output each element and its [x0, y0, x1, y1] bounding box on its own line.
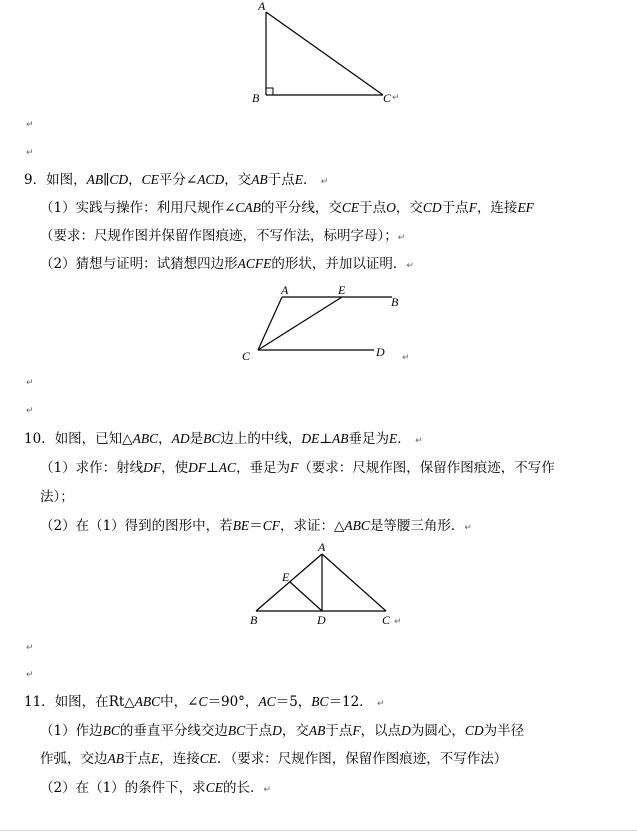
paragraph-mark: ↵ [26, 406, 34, 416]
q11-part1-line1: （1）作边BC的垂直平分线交边BC于点D，交AB于点F，以点D为圆心，CD为半径 [40, 723, 525, 739]
paragraph-mark: ↵ [402, 353, 410, 363]
q11-part2: （2）在（1）的条件下，求CE的长．↵ [40, 780, 271, 796]
label-a: A [281, 283, 289, 297]
figure-q10 [0, 540, 637, 635]
label-b: B [250, 613, 258, 627]
right-angle-mark [266, 88, 273, 95]
q9-part1-line1: （1）实践与操作：利用尺规作∠CAB的平分线，交CE于点O，交CD于点F，连接EF [40, 200, 534, 216]
label-c: C [383, 91, 392, 105]
page-divider [0, 830, 637, 831]
paragraph-mark: ↵ [26, 378, 34, 388]
label-c: C [382, 613, 391, 627]
q10-part1-line1: （1）求作：射线DF，使DF⊥AC，垂足为F（要求：尺规作图，保留作图痕迹，不写作 [40, 460, 555, 476]
label-e: E [338, 283, 346, 297]
label-e: E [282, 570, 290, 584]
label-b: B [252, 91, 260, 105]
q11-part1-line2: 作弧，交边AB于点E，连接CE．（要求：尺规作图，保留作图痕迹，不写作法） [40, 751, 508, 767]
q10-part1-line2: 法）； [40, 489, 74, 505]
segment-de [290, 582, 322, 611]
segment-ac [322, 554, 386, 611]
label-a: A [258, 0, 266, 13]
paragraph-mark: ↵ [26, 643, 34, 653]
label-b: B [391, 295, 399, 309]
paragraph-mark: ↵ [394, 617, 402, 627]
q9-part1-line2: （要求：尺规作图并保留作图痕迹，不写作法，标明字母）；↵ [40, 228, 406, 244]
label-d: D [317, 613, 326, 627]
label-d: D [376, 345, 385, 359]
label-a: A [318, 540, 326, 554]
paragraph-mark: ↵ [26, 670, 34, 680]
q11-intro: 11．如图，在Rt△ABC中，∠C＝90°，AC＝5，BC＝12． ↵ [24, 694, 385, 710]
segment-ac [266, 12, 383, 95]
figure-right-triangle [0, 0, 637, 110]
q9-intro: 9．如图，AB∥CD，CE平分∠ACD，交AB于点E． ↵ [24, 172, 329, 188]
q9-part2: （2）猜想与证明：试猜想四边形ACFE的形状，并加以证明．↵ [40, 256, 414, 272]
paragraph-mark: ↵ [392, 93, 400, 103]
paragraph-mark: ↵ [26, 120, 34, 130]
label-c: C [242, 349, 251, 363]
paragraph-mark: ↵ [26, 148, 34, 158]
q10-part2: （2）在（1）得到的图形中，若BE＝CF，求证：△ABC是等腰三角形．↵ [40, 518, 472, 534]
figure-q9 [0, 280, 637, 370]
q10-intro: 10．如图，已知△ABC，AD是BC边上的中线，DE⊥AB垂足为E． ↵ [24, 431, 423, 447]
